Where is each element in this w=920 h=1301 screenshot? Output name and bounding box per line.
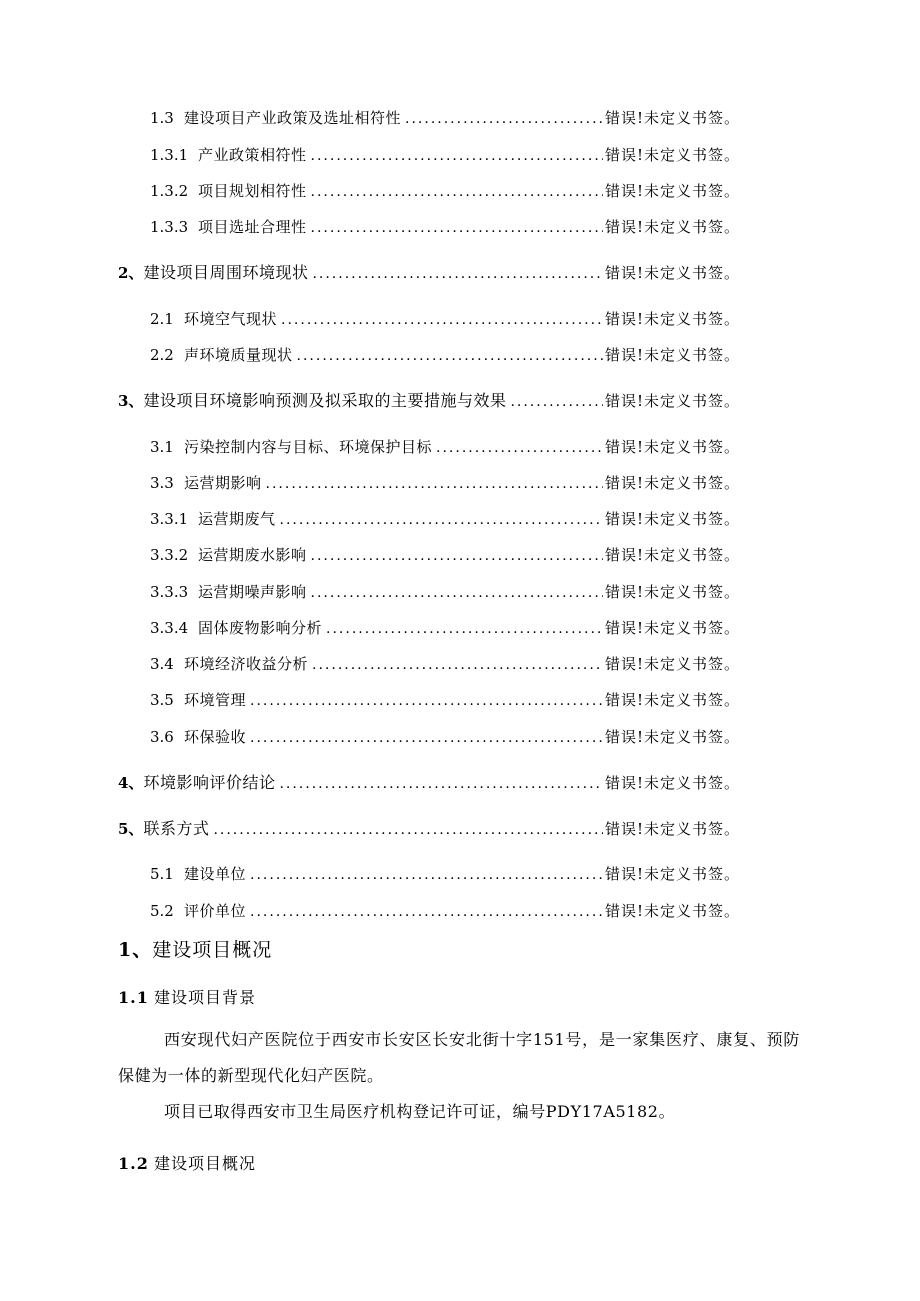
- toc-entry-number: 1.3.2: [150, 182, 189, 200]
- toc-entry-page-ref: 错误!未定义书签。: [604, 392, 740, 410]
- toc-leader-dots: [510, 390, 603, 414]
- toc-entry-title: 环境管理: [184, 691, 247, 709]
- toc-entry-number: 1.3: [150, 109, 174, 127]
- toc-entry-title: 联系方式: [143, 819, 210, 838]
- toc-entry[interactable]: [150, 507, 740, 531]
- section-title: 建设项目概况: [152, 939, 273, 961]
- toc-entry-page-ref: 错误!未定义书签。: [604, 109, 740, 127]
- toc-entry-page-ref: 错误!未定义书签。: [604, 902, 740, 920]
- toc-leader-dots: [250, 726, 603, 750]
- toc-entry-title: 固体废物影响分析: [198, 619, 323, 637]
- toc-entry-number: 3.3.2: [150, 546, 189, 564]
- toc-leader-dots: [250, 900, 603, 924]
- toc-entry-page-ref: 错误!未定义书签。: [604, 510, 740, 528]
- toc-leader-dots: [311, 216, 603, 240]
- subsection-number: 1.1: [118, 988, 149, 1007]
- body-paragraph: 项目已取得西安市卫生局医疗机构登记许可证，编号PDY17A5182。: [164, 1102, 676, 1121]
- toc-leader-dots: [312, 653, 603, 677]
- toc-entry[interactable]: [150, 179, 740, 203]
- toc-entry-number: 1.3.1: [150, 146, 189, 164]
- toc-entry-number: 3、: [118, 392, 144, 410]
- toc-entry-page-ref: 错误!未定义书签。: [604, 583, 740, 601]
- toc-entry-title: 产业政策相符性: [198, 146, 307, 164]
- toc-leader-dots: [311, 544, 603, 568]
- toc-entry-title: 污染控制内容与目标、环境保护目标: [184, 438, 433, 456]
- toc-entry-title: 建设项目产业政策及选址相符性: [184, 109, 402, 127]
- toc-leader-dots: [213, 818, 603, 842]
- toc-entry[interactable]: [150, 307, 740, 331]
- toc-entry[interactable]: [150, 725, 740, 749]
- toc-entry-title: 运营期噪声影响: [198, 583, 307, 601]
- toc-entry-page-ref: 错误!未定义书签。: [604, 218, 740, 236]
- toc-entry[interactable]: [118, 817, 740, 841]
- toc-entry-page-ref: 错误!未定义书签。: [604, 346, 740, 364]
- toc-leader-dots: [250, 689, 603, 713]
- subsection-title: 建设项目概况: [154, 1154, 257, 1173]
- toc-entry[interactable]: [150, 343, 740, 367]
- body-paragraph: 西安现代妇产医院位于西安市长安区长安北街十字151号，是一家集医疗、康复、预防保健为一体的新型现代化妇产医院。: [118, 1030, 800, 1085]
- toc-entry[interactable]: [150, 543, 740, 567]
- toc-leader-dots: [311, 180, 603, 204]
- toc-leader-dots: [311, 581, 603, 605]
- toc-entry-title: 运营期废水影响: [198, 546, 307, 564]
- toc-entry-number: 3.3.1: [150, 510, 189, 528]
- toc-entry-title: 建设单位: [184, 865, 247, 883]
- toc-entry[interactable]: [150, 652, 740, 676]
- toc-entry-page-ref: 错误!未定义书签。: [604, 474, 740, 492]
- toc-entry-title: 项目规划相符性: [198, 182, 307, 200]
- toc-entry-page-ref: 错误!未定义书签。: [604, 774, 740, 792]
- toc-entry-page-ref: 错误!未定义书签。: [604, 619, 740, 637]
- toc-entry-title: 项目选址合理性: [198, 218, 307, 236]
- toc-leader-dots: [312, 262, 603, 286]
- toc-entry-number: 3.5: [150, 691, 174, 709]
- toc-entry-page-ref: 错误!未定义书签。: [604, 691, 740, 709]
- toc-entry-number: 3.3: [150, 474, 174, 492]
- toc-leader-dots: [250, 863, 603, 887]
- subsection-title: 建设项目背景: [154, 988, 257, 1007]
- toc-entry-page-ref: 错误!未定义书签。: [604, 865, 740, 883]
- toc-entry-title: 环境经济收益分析: [184, 655, 309, 673]
- toc-entry-page-ref: 错误!未定义书签。: [604, 182, 740, 200]
- toc-entry[interactable]: [150, 899, 740, 923]
- toc-entry-number: 4、: [118, 774, 144, 792]
- toc-entry-number: 3.4: [150, 655, 174, 673]
- toc-entry[interactable]: [118, 261, 740, 285]
- toc-entry-number: 2、: [118, 264, 144, 282]
- toc-leader-dots: [436, 436, 603, 460]
- toc-leader-dots: [297, 344, 603, 368]
- toc-entry-title: 环保验收: [184, 728, 247, 746]
- toc-entry-page-ref: 错误!未定义书签。: [604, 438, 740, 456]
- toc-entry[interactable]: [150, 862, 740, 886]
- toc-entry[interactable]: [150, 106, 740, 130]
- toc-leader-dots: [405, 107, 603, 131]
- toc-entry-page-ref: 错误!未定义书签。: [604, 146, 740, 164]
- toc-entry-page-ref: 错误!未定义书签。: [604, 264, 740, 282]
- toc-entry-number: 2.1: [150, 310, 174, 328]
- subsection-heading-overview: [118, 1151, 256, 1177]
- toc-entry-title: 建设项目环境影响预测及拟采取的主要措施与效果: [143, 391, 507, 410]
- toc-entry[interactable]: [118, 389, 740, 413]
- toc-entry[interactable]: [150, 435, 740, 459]
- toc-entry-number: 3.3.4: [150, 619, 189, 637]
- toc-leader-dots: [311, 144, 603, 168]
- toc-entry[interactable]: [150, 215, 740, 239]
- toc-leader-dots: [280, 508, 603, 532]
- toc-entry[interactable]: [150, 580, 740, 604]
- toc-entry-page-ref: 错误!未定义书签。: [604, 820, 740, 838]
- toc-entry-page-ref: 错误!未定义书签。: [604, 310, 740, 328]
- toc-entry-title: 声环境质量现状: [184, 346, 293, 364]
- toc-entry-number: 5、: [118, 820, 144, 838]
- toc-leader-dots: [279, 772, 603, 796]
- section-number: 1、: [118, 939, 153, 961]
- toc-leader-dots: [281, 308, 603, 332]
- toc-entry[interactable]: [150, 143, 740, 167]
- toc-entry-title: 运营期废气: [198, 510, 276, 528]
- toc-entry-number: 5.1: [150, 865, 174, 883]
- toc-entry[interactable]: [118, 771, 740, 795]
- toc-entry[interactable]: [150, 688, 740, 712]
- subsection-number: 1.2: [118, 1154, 149, 1173]
- toc-entry-page-ref: 错误!未定义书签。: [604, 546, 740, 564]
- toc-leader-dots: [326, 617, 603, 641]
- subsection-heading-background: [118, 985, 256, 1011]
- toc-entry-number: 3.1: [150, 438, 174, 456]
- toc-entry[interactable]: [150, 471, 740, 495]
- toc-entry-number: 3.6: [150, 728, 174, 746]
- toc-entry-title: 环境影响评价结论: [143, 773, 276, 792]
- section-heading: [118, 935, 272, 965]
- toc-entry-page-ref: 错误!未定义书签。: [604, 728, 740, 746]
- toc-entry-title: 运营期影响: [184, 474, 262, 492]
- toc-entry-title: 评价单位: [184, 902, 247, 920]
- toc-entry[interactable]: [150, 616, 740, 640]
- toc-entry-number: 5.2: [150, 902, 174, 920]
- toc-entry-title: 建设项目周围环境现状: [143, 263, 309, 282]
- toc-entry-page-ref: 错误!未定义书签。: [604, 655, 740, 673]
- toc-entry-number: 3.3.3: [150, 583, 189, 601]
- toc-leader-dots: [266, 472, 603, 496]
- toc-entry-number: 1.3.3: [150, 218, 189, 236]
- toc-entry-number: 2.2: [150, 346, 174, 364]
- toc-entry-title: 环境空气现状: [184, 310, 278, 328]
